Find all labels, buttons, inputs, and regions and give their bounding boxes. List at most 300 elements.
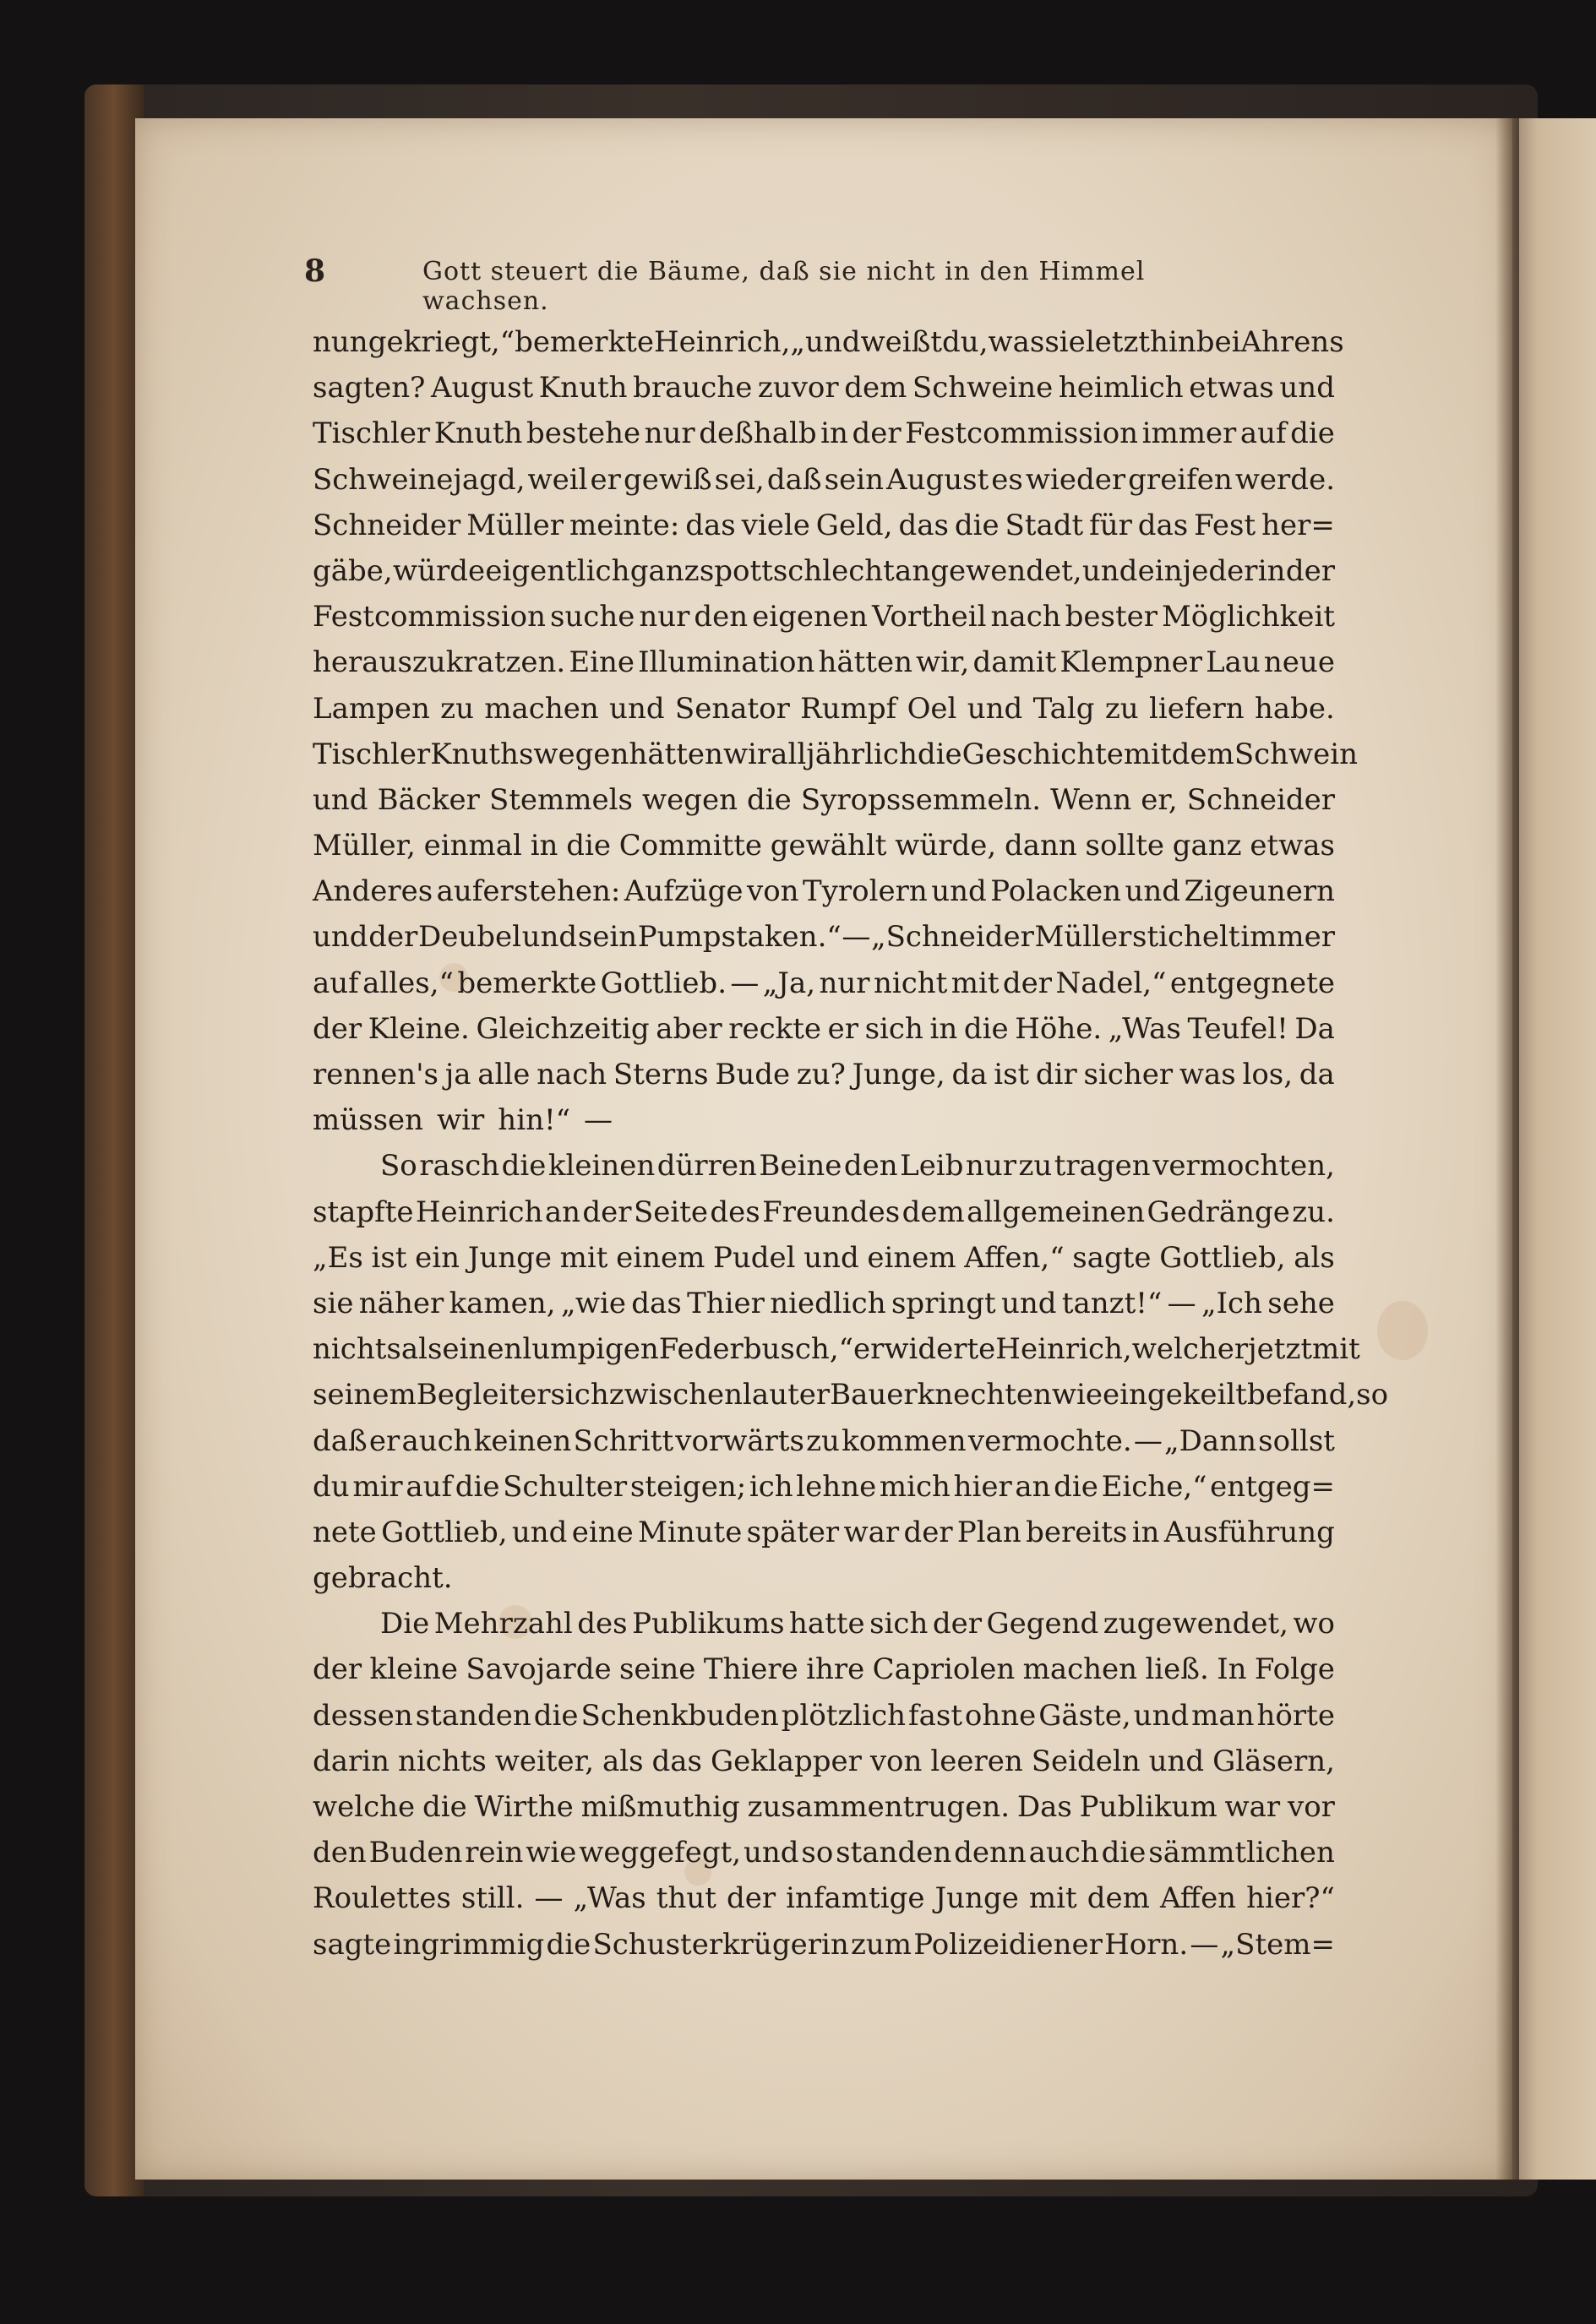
word: „Was [573, 1881, 646, 1916]
word: — [584, 1103, 613, 1138]
word: vorwärts [675, 1423, 804, 1458]
word: weggefegt, [579, 1836, 742, 1870]
word: sagte [313, 1927, 392, 1962]
word: der [852, 416, 901, 451]
word: zu [440, 691, 474, 726]
word: eigenen [752, 600, 868, 634]
word: sei, [714, 462, 765, 497]
word: „Ja, [762, 966, 816, 1000]
text-line [313, 1739, 1335, 1784]
word: Ausführung [1163, 1515, 1335, 1549]
word: damit [972, 645, 1057, 680]
word: Tischler [313, 737, 431, 771]
text-line [313, 1555, 1335, 1601]
word: greifen [1128, 462, 1233, 497]
word: sagten? [313, 371, 426, 405]
word: Geklapper [710, 1744, 862, 1778]
word: Junge, [852, 1058, 945, 1091]
word: in [929, 1011, 958, 1046]
word: mit [559, 1240, 608, 1275]
word: zu [1104, 691, 1139, 726]
word: eigentlich [485, 553, 630, 588]
word: Folge [1254, 1652, 1335, 1687]
word: Bude [715, 1058, 791, 1091]
facing-page-edge [1512, 118, 1596, 2180]
word: Gleichzeitig [476, 1011, 650, 1046]
word: Pumpstaken.“ [637, 920, 842, 955]
word: sollte [1085, 829, 1164, 863]
word: standen [415, 1698, 531, 1733]
word: ihre [806, 1652, 865, 1687]
word: Heinrich, [653, 325, 791, 359]
word: Beine [759, 1149, 842, 1184]
word: machen [484, 691, 599, 726]
word: weißt [860, 325, 943, 359]
word: Fest [1194, 508, 1256, 542]
word: nur [965, 1149, 1016, 1184]
text-line [313, 1601, 1335, 1646]
text-line [313, 1281, 1335, 1326]
word: mit [951, 966, 1000, 1000]
word: erwiderte [853, 1332, 996, 1367]
word: Capriolen [872, 1652, 1016, 1687]
word: und [313, 782, 368, 817]
body-text [313, 319, 1389, 1968]
word: dem [844, 371, 907, 405]
word: Schweine [912, 371, 1054, 405]
word: Zigeunern [1184, 874, 1335, 909]
word: und [609, 691, 665, 726]
word: ein [1137, 553, 1183, 588]
word: Mehrzahl [433, 1607, 573, 1641]
word: die [546, 1927, 591, 1962]
text-line [313, 411, 1335, 456]
word: Senator [674, 691, 790, 726]
word: bemerkte [515, 325, 654, 359]
word: Gottlieb, [381, 1515, 508, 1549]
word: etwas [1189, 371, 1274, 405]
word: Syropssemmeln. [800, 782, 1042, 817]
word: nur [639, 600, 690, 634]
text-line [313, 1510, 1335, 1555]
word: die [455, 1469, 500, 1504]
word: Geschichte [961, 737, 1124, 771]
word: gebracht. [313, 1561, 453, 1596]
word: näher [358, 1286, 444, 1320]
word: des [710, 1195, 760, 1229]
word: Polacken [990, 874, 1122, 909]
word: ohne [964, 1698, 1037, 1733]
text-line [313, 1784, 1335, 1830]
word: du [313, 1469, 350, 1504]
word: herauszukratzen. [313, 645, 566, 680]
word: er [368, 1423, 400, 1458]
word: Begleiter [416, 1378, 551, 1412]
word: seine [618, 1652, 696, 1687]
word: als [1294, 1240, 1335, 1275]
word: zu. [1292, 1195, 1335, 1229]
word: leeren [930, 1744, 1023, 1778]
word: weil [527, 462, 588, 497]
word: hätten [818, 645, 912, 680]
word: nur [819, 966, 870, 1000]
word: alle [477, 1058, 531, 1091]
word: Müller, [313, 829, 416, 863]
word: ist [371, 1240, 407, 1275]
word: tragen [1054, 1149, 1151, 1184]
text-line [313, 319, 1344, 365]
word: hörte [1256, 1698, 1335, 1733]
word: befand, [1246, 1378, 1357, 1412]
word: auf [406, 1469, 453, 1504]
word: liefern [1148, 691, 1245, 726]
word: Horn. [1104, 1927, 1189, 1962]
word: Knuths [430, 737, 534, 771]
word: Schenkbuden [580, 1698, 779, 1733]
word: Gäste, [1038, 1698, 1131, 1733]
word: ließ. [1145, 1652, 1209, 1687]
word: war [843, 1515, 900, 1549]
word: ingrimmig [393, 1927, 545, 1962]
word: darin [313, 1744, 390, 1778]
word: sämmtlichen [1148, 1836, 1335, 1870]
word: „wie [560, 1286, 626, 1320]
word: in [820, 416, 848, 451]
word: Rumpf [800, 691, 897, 726]
word: Gegend [986, 1607, 1099, 1641]
word: angewendet, [895, 553, 1082, 588]
word: sie [1044, 325, 1086, 359]
word: Nadel,“ [1055, 966, 1167, 1000]
word: die [963, 1011, 1009, 1046]
word: Roulettes [313, 1881, 451, 1916]
page-gutter [1495, 118, 1519, 2180]
word: es [991, 462, 1023, 497]
word: „Dann [1164, 1423, 1256, 1458]
word: und [511, 1515, 568, 1549]
word: einmal [423, 829, 522, 863]
word: seinem [313, 1378, 417, 1412]
word: Minute [638, 1515, 743, 1549]
word: sagte [1072, 1240, 1152, 1275]
word: rasch [419, 1149, 500, 1184]
word: „Was [1108, 1011, 1181, 1046]
word: Höhe. [1015, 1011, 1103, 1046]
word: einen [442, 1332, 523, 1367]
word: Schweinejagd, [313, 462, 526, 497]
word: August [430, 371, 534, 405]
word: Thier [687, 1286, 765, 1320]
word: immer [1240, 920, 1335, 955]
word: bemerkte [457, 966, 597, 1000]
word: los, [1242, 1058, 1294, 1091]
running-head: Gott steuert die Bäume, daß sie nicht in den Himmel wachsen. [422, 257, 1146, 316]
word: zusammentrugen. [747, 1790, 1010, 1824]
word: wir [722, 737, 771, 771]
word: her= [1261, 508, 1335, 542]
word: wie [1051, 1378, 1103, 1412]
word: stapfte [313, 1195, 414, 1229]
word: das [651, 1744, 702, 1778]
word: und [1279, 371, 1335, 405]
word: lumpigen [522, 1332, 659, 1367]
word: weiter, [494, 1744, 595, 1778]
word: die [533, 1698, 579, 1733]
word: lehne [796, 1469, 877, 1504]
word: Teufel! [1187, 1011, 1288, 1046]
word: alljährlich [771, 737, 918, 771]
word: war [1224, 1790, 1281, 1824]
text-line [313, 1418, 1335, 1464]
word: der [582, 1195, 632, 1229]
word: der [1002, 966, 1053, 1000]
text-line [313, 777, 1335, 823]
word: So [380, 1149, 417, 1184]
word: und [1125, 874, 1181, 909]
word: wegen [641, 782, 738, 817]
word: des [577, 1607, 628, 1641]
word: Schwein [1234, 737, 1359, 771]
text-line [313, 686, 1335, 732]
word: Schusterkrügerin [592, 1927, 849, 1962]
word: als [400, 1332, 443, 1367]
word: mir [352, 1469, 403, 1504]
text-line [313, 1464, 1335, 1510]
word: bei [1196, 325, 1241, 359]
word: das [685, 508, 736, 542]
word: tanzt!“ [1061, 1286, 1163, 1320]
text-line [313, 365, 1335, 411]
word: bereits [1026, 1515, 1128, 1549]
word: Affen,“ [964, 1240, 1065, 1275]
word: Publikum [1079, 1790, 1217, 1824]
word: hatte [789, 1607, 865, 1641]
word: und [1148, 1744, 1205, 1778]
word: nichts [313, 1332, 401, 1367]
word: sein [824, 462, 884, 497]
word: an [1015, 1469, 1051, 1504]
word: — [1190, 1927, 1219, 1962]
word: stichelt [1132, 920, 1240, 955]
word: fast [908, 1698, 962, 1733]
text-line [313, 1006, 1335, 1052]
text-line [313, 1830, 1335, 1875]
word: eine [571, 1515, 634, 1549]
word: später [746, 1515, 840, 1549]
word: sicher [1083, 1058, 1174, 1091]
word: er [590, 462, 621, 497]
word: die [1290, 416, 1335, 451]
word: auf [313, 966, 359, 1000]
word: wir [437, 1103, 485, 1138]
word: und [967, 691, 1023, 726]
text-line [313, 1693, 1335, 1739]
word: niedlich [770, 1286, 886, 1320]
word: Stadt [1005, 508, 1084, 542]
word: und [313, 920, 368, 955]
word: in [530, 829, 558, 863]
text-line [313, 1372, 1389, 1418]
word: und [803, 1240, 859, 1275]
word: sein [577, 920, 638, 955]
word: ich [749, 1469, 793, 1504]
word: zu [806, 1423, 840, 1458]
word: brauche [633, 371, 753, 405]
word: dem [1087, 1881, 1150, 1916]
word: nun [313, 325, 368, 359]
word: kleinen [547, 1149, 656, 1184]
word: „und [790, 325, 861, 359]
word: August [886, 462, 989, 497]
word: Leib [900, 1149, 964, 1184]
word: Schneider [313, 508, 461, 542]
word: hier?“ [1246, 1881, 1335, 1916]
word: entgegnete [1169, 966, 1335, 1000]
word: sollst [1258, 1423, 1335, 1458]
word: keinen [473, 1423, 572, 1458]
word: — [730, 966, 760, 1000]
word: meinte: [569, 508, 680, 542]
word: Schneider [1186, 782, 1335, 817]
word: ist [994, 1058, 1030, 1091]
word: die [566, 829, 611, 863]
word: kleine [369, 1652, 459, 1687]
word: vermochten, [1152, 1149, 1335, 1184]
word: der [903, 1515, 953, 1549]
word: der [313, 1652, 362, 1687]
text-line [313, 640, 1335, 685]
word: wieder [1025, 462, 1126, 497]
text-line [313, 1097, 1335, 1143]
word: dann [1004, 829, 1077, 863]
word: Eine [569, 645, 635, 680]
word: und [743, 1836, 799, 1870]
word: Ahrens [1240, 325, 1344, 359]
word: Bauerknechten [830, 1378, 1052, 1412]
word: jetzt [1248, 1332, 1313, 1367]
word: auch [1028, 1836, 1099, 1870]
word: zugewendet, [1103, 1607, 1288, 1641]
word: dir [1035, 1058, 1077, 1091]
word: der [726, 1881, 776, 1916]
text-line [313, 732, 1359, 777]
word: so [1356, 1378, 1389, 1412]
word: „Schneider [871, 920, 1034, 955]
word: rein [465, 1836, 524, 1870]
word: jeder [1182, 553, 1258, 588]
word: werde. [1234, 462, 1335, 497]
word: Klempner [1059, 645, 1202, 680]
word: Tyrolern [803, 874, 928, 909]
text-line [313, 594, 1335, 640]
word: Junge [934, 1881, 1019, 1916]
word: hier [953, 1469, 1012, 1504]
word: gewählt [770, 829, 887, 863]
word: mit [1123, 737, 1172, 771]
word: mit [1028, 1881, 1077, 1916]
word: Stemmels [488, 782, 633, 817]
word: was [988, 325, 1045, 359]
word: und [1081, 553, 1138, 588]
word: das [898, 508, 949, 542]
text-line [313, 1646, 1335, 1692]
word: Wirthe [474, 1790, 574, 1824]
word: deßhalb [699, 416, 817, 451]
word: Knuth [433, 416, 523, 451]
word: bester [1065, 600, 1158, 634]
word: immer [1141, 416, 1237, 451]
word: „Ich [1201, 1286, 1262, 1320]
paper-stain [1377, 1301, 1428, 1360]
word: gewiß [623, 462, 712, 497]
word: Thiere [703, 1652, 798, 1687]
word: — [534, 1881, 564, 1916]
word: Lampen [313, 691, 430, 726]
text-line [313, 961, 1335, 1006]
word: machen [1022, 1652, 1138, 1687]
word: die [1101, 1836, 1147, 1870]
word: auch [401, 1423, 472, 1458]
word: Wenn [1050, 782, 1132, 817]
word: etwas [1250, 829, 1335, 863]
word: daß [313, 1423, 368, 1458]
word: die [501, 1149, 547, 1184]
word: lauter [743, 1378, 831, 1412]
word: sehe [1267, 1286, 1335, 1320]
word: Aufzüge [624, 874, 744, 909]
word: Knuth [538, 371, 628, 405]
word: eingekeilt [1103, 1378, 1247, 1412]
word: steigen; [629, 1469, 747, 1504]
word: Illumination [638, 645, 815, 680]
word: neue [1263, 645, 1335, 680]
word: Freundes [762, 1195, 901, 1229]
word: suche [549, 600, 635, 634]
word: der [1285, 553, 1335, 588]
word: und [1133, 1698, 1190, 1733]
word: zuvor [757, 371, 839, 405]
word: nicht [873, 966, 948, 1000]
word: Seideln [1031, 1744, 1141, 1778]
text-line [313, 823, 1335, 868]
word: Gläsern, [1212, 1744, 1335, 1778]
word: Tischler [313, 416, 431, 451]
word: Das [1016, 1790, 1072, 1824]
word: dem [1171, 737, 1234, 771]
word: reckte [728, 1011, 822, 1046]
word: die [747, 782, 792, 817]
word: Gottlieb, [1159, 1240, 1286, 1275]
text-line [313, 457, 1335, 503]
word: Kleine. [368, 1011, 470, 1046]
word: letzthin [1085, 325, 1196, 359]
word: die [422, 1790, 467, 1824]
word: Geld, [815, 508, 893, 542]
word: still. [460, 1881, 525, 1916]
word: Die [380, 1607, 430, 1641]
word: kamen, [449, 1286, 556, 1320]
word: Gottlieb. [600, 966, 727, 1000]
word: Vortheil [871, 600, 987, 634]
word: ganz [629, 553, 700, 588]
word: dem [901, 1195, 965, 1229]
word: ganz [1172, 829, 1242, 863]
word: Heinrich, [995, 1332, 1132, 1367]
word: allgemeinen [967, 1195, 1146, 1229]
word: hätten [629, 737, 723, 771]
word: Festcommission [313, 600, 546, 634]
word: in [1257, 553, 1286, 588]
